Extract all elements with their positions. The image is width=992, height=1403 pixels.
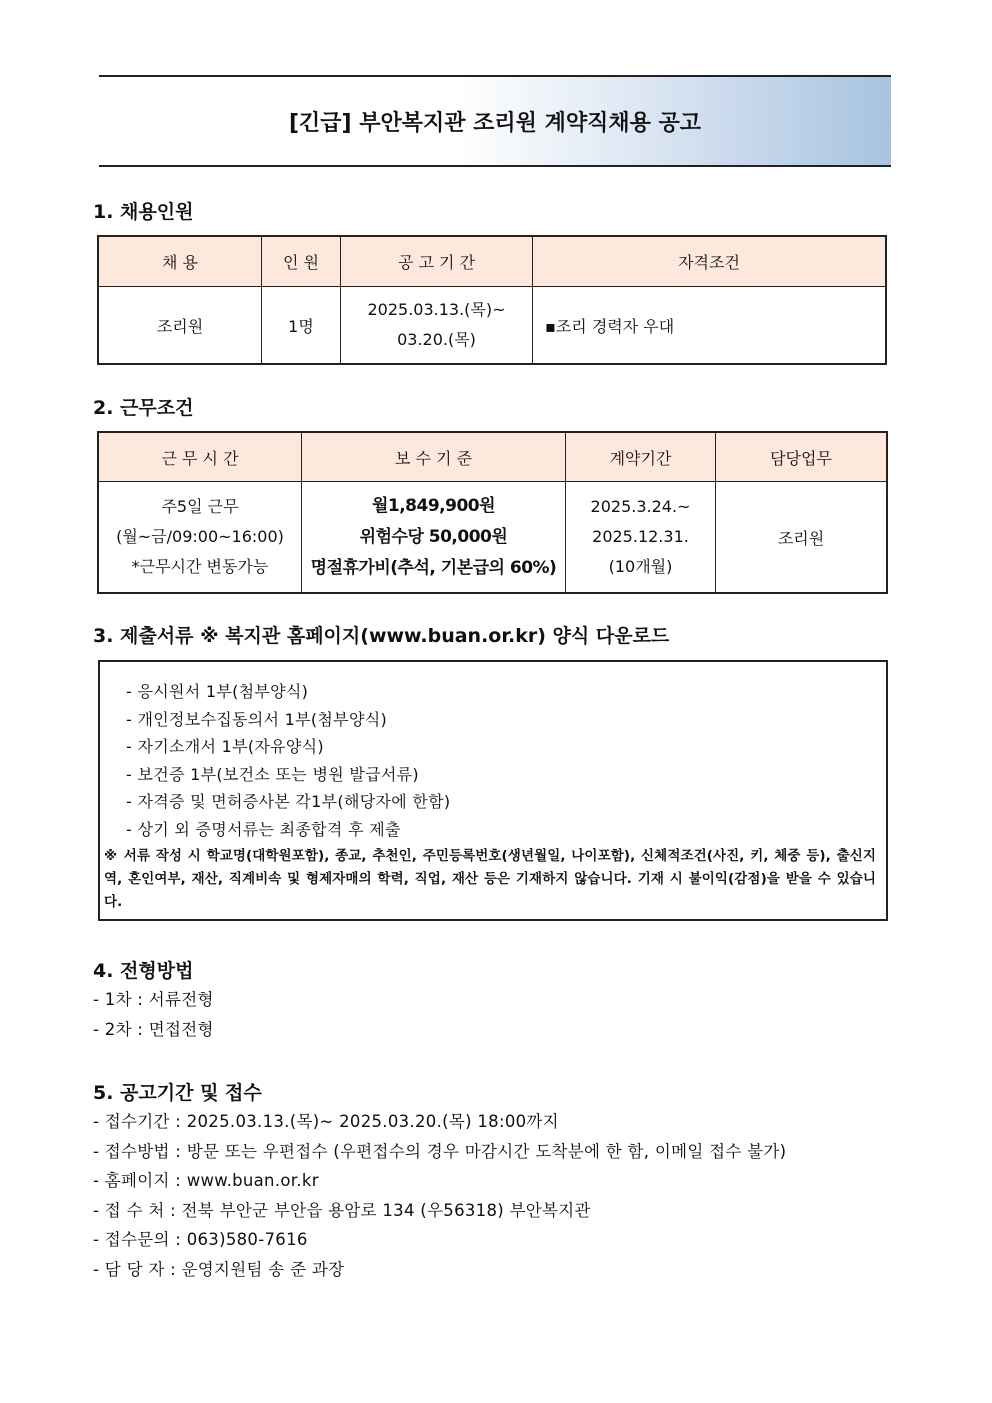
section-heading-selection: 4. 전형방법 bbox=[93, 960, 194, 982]
conditions-table bbox=[98, 432, 887, 593]
list-item: - 2차 : 면접전형 bbox=[93, 1019, 214, 1039]
list-item: - 접수기간 : 2025.03.13.(목)~ 2025.03.20.(목) 18:00까지 bbox=[93, 1112, 559, 1131]
documents-note: ※ 서류 작성 시 학교명(대학원포함), 종교, 추천인, 주민등록번호(생년월일, 나이포함), 신체적조건(사진, 키, 체중 등), 출신지역, 혼인여부, 재산, 직계비속 및 형제자매의 학력, 직업, 재산 등은 기재하지 않습니다. 기재 시 불이익(감점)을 받을 수 있습니다. bbox=[104, 848, 876, 910]
header-cell: 담당업무 bbox=[716, 433, 887, 482]
list-item: - 접 수 처 : 전북 부안군 부안읍 용암로 134 (우56318) 부안복지관 bbox=[93, 1200, 591, 1220]
header-cell: 인 원 bbox=[262, 237, 341, 287]
contract-line: (10개월) bbox=[608, 557, 673, 576]
header-cell: 공 고 기 간 bbox=[341, 237, 533, 287]
position-cell: 조리원 bbox=[99, 287, 262, 364]
list-item: - 1차 : 서류전형 bbox=[93, 990, 214, 1009]
count-cell: 1명 bbox=[262, 287, 341, 364]
application-list bbox=[93, 1107, 786, 1284]
period-line: 2025.03.13.(목)~ bbox=[367, 300, 506, 319]
header-cell: 계약기간 bbox=[566, 433, 716, 482]
list-item: - 담 당 자 : 운영지원팀 송 준 과장 bbox=[93, 1259, 345, 1279]
list-item: - 보건증 1부(보건소 또는 병원 발급서류) bbox=[126, 764, 419, 784]
notice-title: [긴급] 부안복지관 조리원 계약직채용 공고 bbox=[99, 75, 891, 167]
list-item: - 접수문의 : 063)580-7616 bbox=[93, 1230, 308, 1249]
table-row bbox=[99, 482, 887, 593]
work-hours-cell bbox=[99, 482, 302, 593]
header-cell: 보 수 기 준 bbox=[302, 433, 566, 482]
list-item: - 개인정보수집동의서 1부(첨부양식) bbox=[126, 709, 387, 729]
section-heading-documents: 3. 제출서류 ※ 복지관 홈페이지(www.buan.or.kr) 양식 다운로드 bbox=[93, 625, 670, 647]
list-item: - 상기 외 증명서류는 최종합격 후 제출 bbox=[126, 819, 401, 839]
list-item: - 응시원서 1부(첨부양식) bbox=[126, 682, 309, 701]
section-heading-recruitment: 1. 채용인원 bbox=[93, 201, 194, 223]
list-item: - 접수방법 : 방문 또는 우편접수 (우편접수의 경우 마감시간 도착분에 한 함, 이메일 접수 불가) bbox=[93, 1141, 787, 1161]
table-header-row bbox=[99, 433, 887, 482]
list-item: - 자기소개서 1부(자유양식) bbox=[126, 737, 324, 756]
pay-line: 위험수당 50,000원 bbox=[359, 526, 508, 547]
selection-list bbox=[93, 985, 214, 1044]
list-item: - 자격증 및 면허증사본 각1부(해당자에 한함) bbox=[126, 792, 451, 811]
hours-line: 주5일 근무 bbox=[161, 497, 239, 516]
period-line: 03.20.(목) bbox=[397, 330, 476, 349]
period-cell bbox=[341, 287, 533, 364]
header-cell: 근 무 시 간 bbox=[99, 433, 302, 482]
pay-line: 명절휴가비(추석, 기본급의 60%) bbox=[310, 557, 557, 578]
header-cell: 자격조건 bbox=[533, 237, 886, 287]
contract-line: 2025.12.31. bbox=[592, 527, 689, 546]
hours-line: *근무시간 변동가능 bbox=[131, 557, 269, 576]
contract-cell bbox=[566, 482, 716, 593]
documents-box bbox=[98, 660, 888, 921]
header-cell: 채 용 bbox=[99, 237, 262, 287]
section-heading-conditions: 2. 근무조건 bbox=[93, 397, 194, 419]
table-header-row bbox=[99, 237, 886, 287]
pay-line: 월1,849,900원 bbox=[371, 495, 496, 516]
hours-line: (월~금/09:00~16:00) bbox=[116, 527, 284, 546]
duty-cell: 조리원 bbox=[716, 482, 887, 593]
qualification-cell: ▪조리 경력자 우대 bbox=[533, 287, 886, 364]
pay-cell bbox=[302, 482, 566, 593]
list-item: - 홈페이지 : www.buan.or.kr bbox=[93, 1171, 319, 1190]
table-row bbox=[99, 287, 886, 364]
section-heading-application: 5. 공고기간 및 접수 bbox=[93, 1082, 262, 1104]
contract-line: 2025.3.24.~ bbox=[590, 497, 691, 516]
recruitment-table bbox=[98, 236, 886, 364]
